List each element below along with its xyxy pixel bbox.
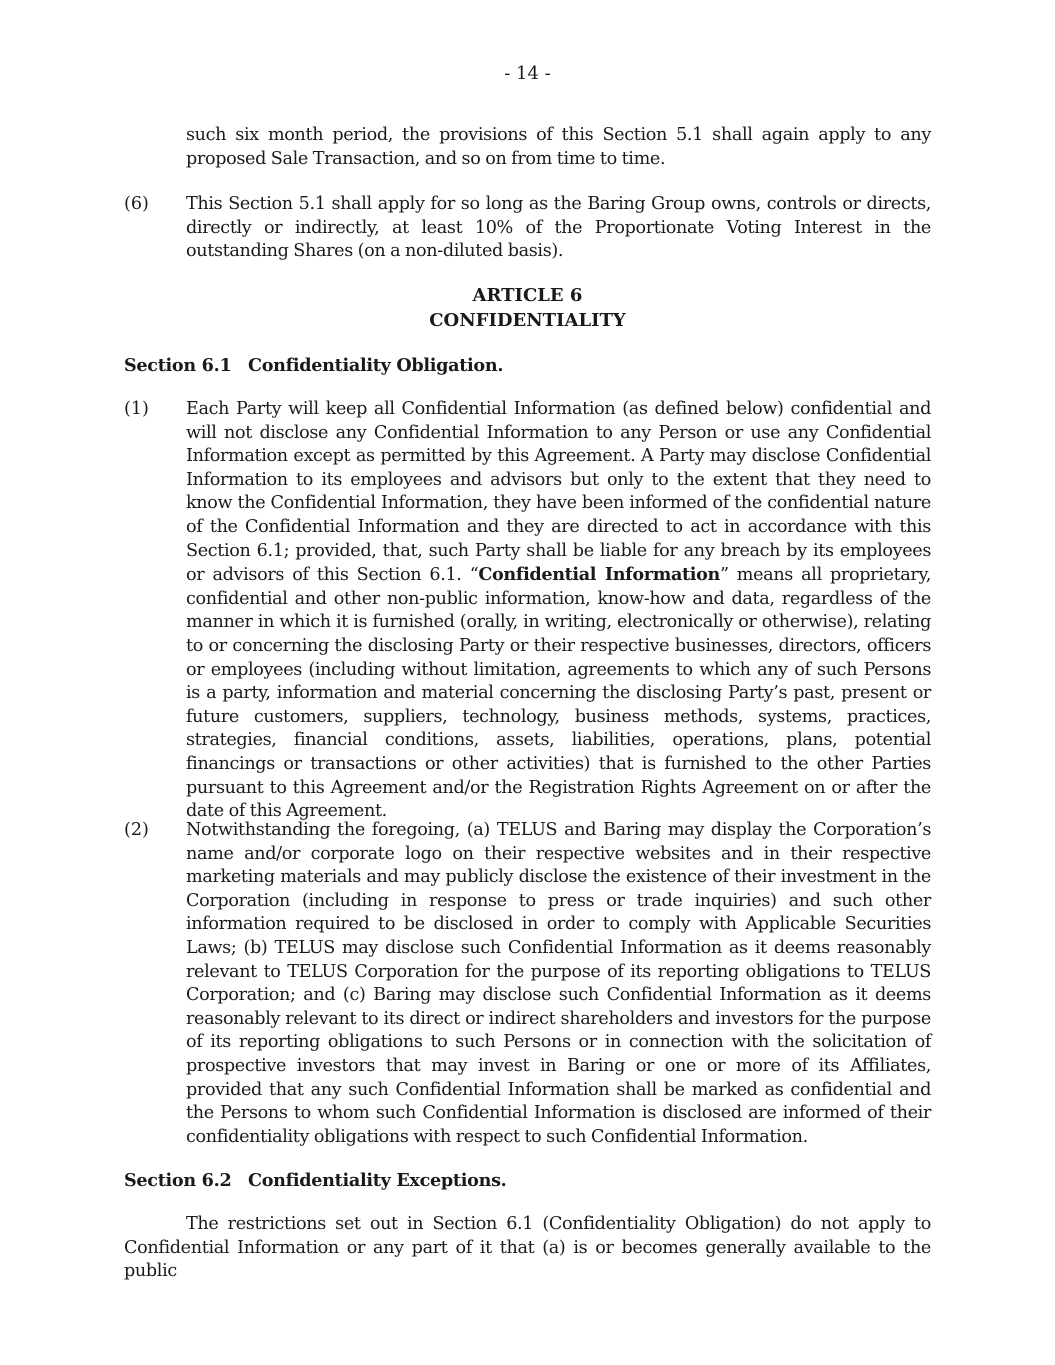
item-1-text-after: ” means all proprietary, confidential and other non-public information, know-how and data, regardless of the manner in which it is furnished (orally, in writing, electronically or otherwise), relating to or concerning the disclosing Party or their respective businesses, directors, officers or employees (including without limitation, agreements to which any of such Persons is a party, information and material concerning the disclosing Party’s past, present or future customers, suppliers, technology, business methods, systems, practices, strategies, financial conditions, assets, liabilities, operations, plans, potential financings or transactions or other activities) that is furnished to the other Parties pursuant to this Agreement and/or the Registration Rights Agreement on or after the date of this Agreement. <box>186 565 931 822</box>
item-2-number: (2) <box>124 820 149 840</box>
article-title: CONFIDENTIALITY <box>429 310 626 331</box>
page-number: - 14 - <box>504 63 551 84</box>
item-1-text-before: Each Party will keep all Confidential Information (as defined below) confidential and will not disclose any Confidential Information to any Person or use any Confidential Information except as permitted by this Agreement. A Party may disclose Confidential Information to its employees and advisors but only to the extent that they need to know the Confidential Information, they have been informed of the confidential nature of the Confidential Information and they are directed to act in accordance with this Section 6.1; provided, that, such Party shall be liable for any breach by its employees or advisors of this Section 6.1. “ <box>186 399 931 586</box>
item-2-text: Notwithstanding the foregoing, (a) TELUS and Baring may display the Corporation’s name and/or corporate logo on their respective websites and in their respective marketing materials and may publicly disclose the existence of their investment in the Corporation (including in response to press or trade inquiries) and such other information required to be disclosed in order to comply with Applicable Securities Laws; (b) TELUS may disclose such Confidential Information as it deems reasonably relevant to TELUS Corporation for the purpose of its reporting obligations to TELUS Corporation; and (c) Baring may disclose such Confidential Information as it deems reasonably relevant to its direct or indirect shareholders and investors for the purpose of its reporting obligations to such Persons or in connection with the solicitation of prospective investors that may invest in Baring or one or more of its Affiliates, provided that any such Confidential Information shall be marked as confidential and the Persons to whom such Confidential Information is disclosed are informed of their confidentiality obligations with respect to such Confidential Information. <box>186 820 931 1147</box>
article-heading: ARTICLE 6 <box>472 285 583 306</box>
section-6-1-number: Section 6.1 <box>124 355 232 376</box>
item-1-number: (1) <box>124 399 149 419</box>
section-6-2-text: The restrictions set out in Section 6.1 (Confidentiality Obligation) do not apply to Confidential Information or any part of it that (a) is or becomes generally available to the public <box>124 1214 931 1282</box>
section-6-1-title: Confidentiality Obligation. <box>248 355 504 376</box>
carryover-paragraph: such six month period, the provisions of this Section 5.1 shall again apply to any proposed Sale Transaction, and so on from time to time. <box>186 125 931 169</box>
section-6-2-title: Confidentiality Exceptions. <box>248 1170 507 1191</box>
defined-term-confidential-information: Confidential Information <box>478 564 720 586</box>
section-6-2-number: Section 6.2 <box>124 1170 232 1191</box>
item-1-text <box>186 398 931 824</box>
item-6-number: (6) <box>124 194 149 214</box>
item-6-text: This Section 5.1 shall apply for so long as the Baring Group owns, controls or directs, directly or indirectly, at least 10% of the Proportionate Voting Interest in the outstanding Shares (on a non-diluted basis). <box>186 194 931 262</box>
